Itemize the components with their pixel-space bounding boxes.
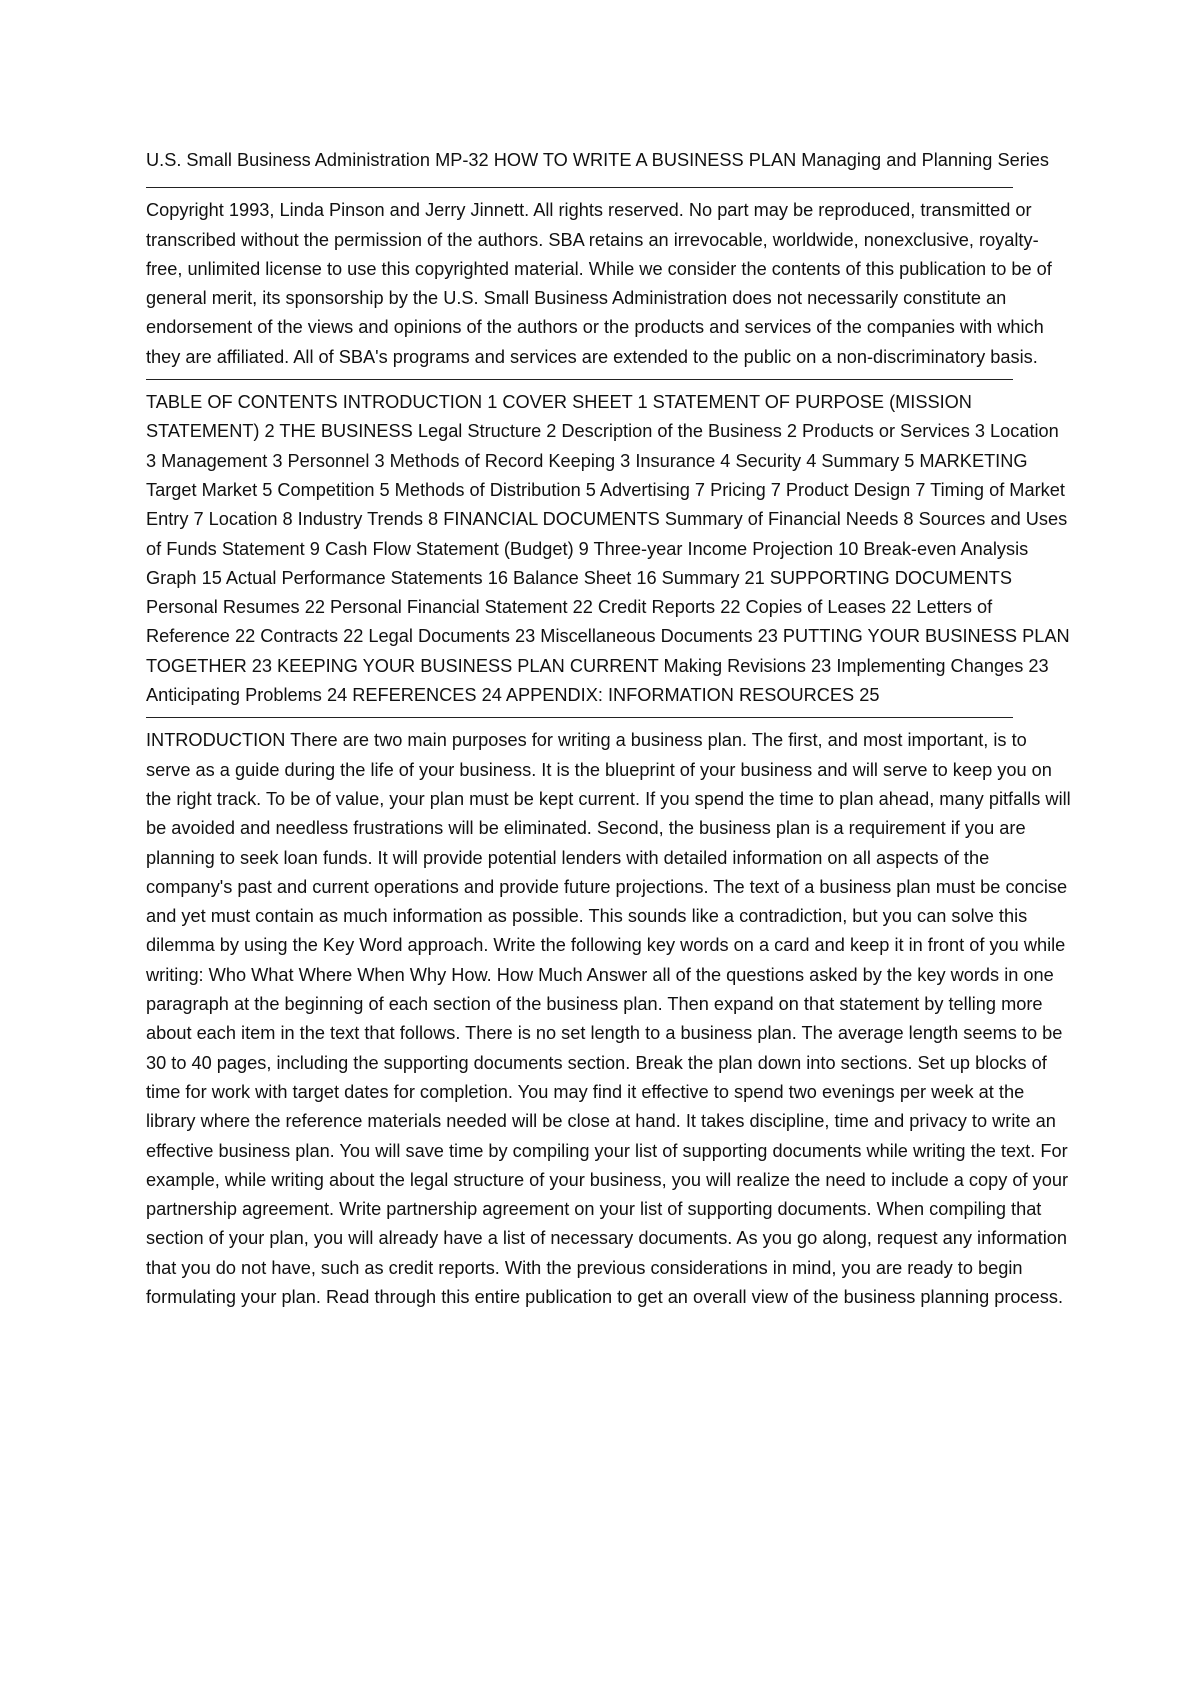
table-of-contents: TABLE OF CONTENTS INTRODUCTION 1 COVER SHEET 1 STATEMENT OF PURPOSE (MISSION STATEMENT) 2 THE BUSINESS Legal Structure 2 Description of the Business 2 Products or Services 3 Location 3 Management 3 Personnel 3 Methods of Record Keeping 3 Insurance 4 Security 4 Summary 5 MARKETING Target Market 5 Competition 5 Methods of Distribution 5 Advertising 7 Pricing 7 Product Design 7 Timing of Market Entry 7 Location 8 Industry Trends 8 FINANCIAL DOCUMENTS Summary of Financial Needs 8 Sources and Uses of Funds Statement 9 Cash Flow Statement (Budget) 9 Three-year Income Projection 10 Break-even Analysis Graph 15 Actual Performance Statements 16 Balance Sheet 16 Summary 21 SUPPORTING DOCUMENTS Personal Resumes 22 Personal Financial Statement 22 Credit Reports 22 Copies of Leases 22 Letters of Reference 22 Contracts 22 Legal Documents 23 Miscellaneous Documents 23 PUTTING YOUR BUSINESS PLAN TOGETHER 23 KEEPING YOUR BUSINESS PLAN CURRENT Making Revisions 23 Implementing Changes 23 Anticipating Problems 24 REFERENCES 24 APPENDIX: INFORMATION RESOURCES 25 [146, 392, 1070, 706]
section-divider [146, 717, 1013, 718]
introduction-text: INTRODUCTION There are two main purposes for writing a business plan. The first, and most important, is to serve as a guide during the life of your business. It is the blueprint of your business and will serve to keep you on the right track. To be of value, your plan must be kept current. If you spend the time to plan ahead, many pitfalls will be avoided and needless frustrations will be eliminated. Second, the business plan is a requirement if you are planning to seek loan funds. It will provide potential lenders with detailed information on all aspects of the company's past and current operations and provide future projections. The text of a business plan must be concise and yet must contain as much information as possible. This sounds like a contradiction, but you can solve this dilemma by using the Key Word approach. Write the following key words on a card and keep it in front of you while writing: Who What Where When Why How. How Much Answer all of the questions asked by the key words in one paragraph at the beginning of each section of the business plan. Then expand on that statement by telling more about each item in the text that follows. There is no set length to a business plan. The average length seems to be 30 to 40 pages, including the supporting documents section. Break the plan down into sections. Set up blocks of time for work with target dates for completion. You may find it effective to spend two evenings per week at the library where the reference materials needed will be close at hand. It takes discipline, time and privacy to write an effective business plan. You will save time by compiling your list of supporting documents while writing the text. For example, while writing about the legal structure of your business, you will realize the need to include a copy of your partnership agreement. Write partnership agreement on your list of supporting documents. When compiling that section of your plan, you will already have a list of necessary documents. As you go along, request any information that you do not have, such as credit reports. With the previous considerations in mind, you are ready to begin formulating your plan. Read through this entire publication to get an overall view of the business planning process. [146, 730, 1071, 1307]
section-divider [146, 379, 1013, 380]
document-header: U.S. Small Business Administration MP-32 HOW TO WRITE A BUSINESS PLAN Managing and Planning Series [146, 150, 1050, 170]
section-divider [146, 187, 1013, 188]
copyright-notice: Copyright 1993, Linda Pinson and Jerry Jinnett. All rights reserved. No part may be reproduced, transmitted or transcribed without the permission of the authors. SBA retains an irrevocable, worldwide, nonexclusive, royalty-free, unlimited license to use this copyrighted material. While we consider the contents of this publication to be of general merit, its sponsorship by the U.S. Small Business Administration does not necessarily constitute an endorsement of the views and opinions of the authors or the products and services of the companies with which they are affiliated. All of SBA's programs and services are extended to the public on a non-discriminatory basis. [146, 200, 1052, 367]
document-body [146, 146, 1071, 1312]
